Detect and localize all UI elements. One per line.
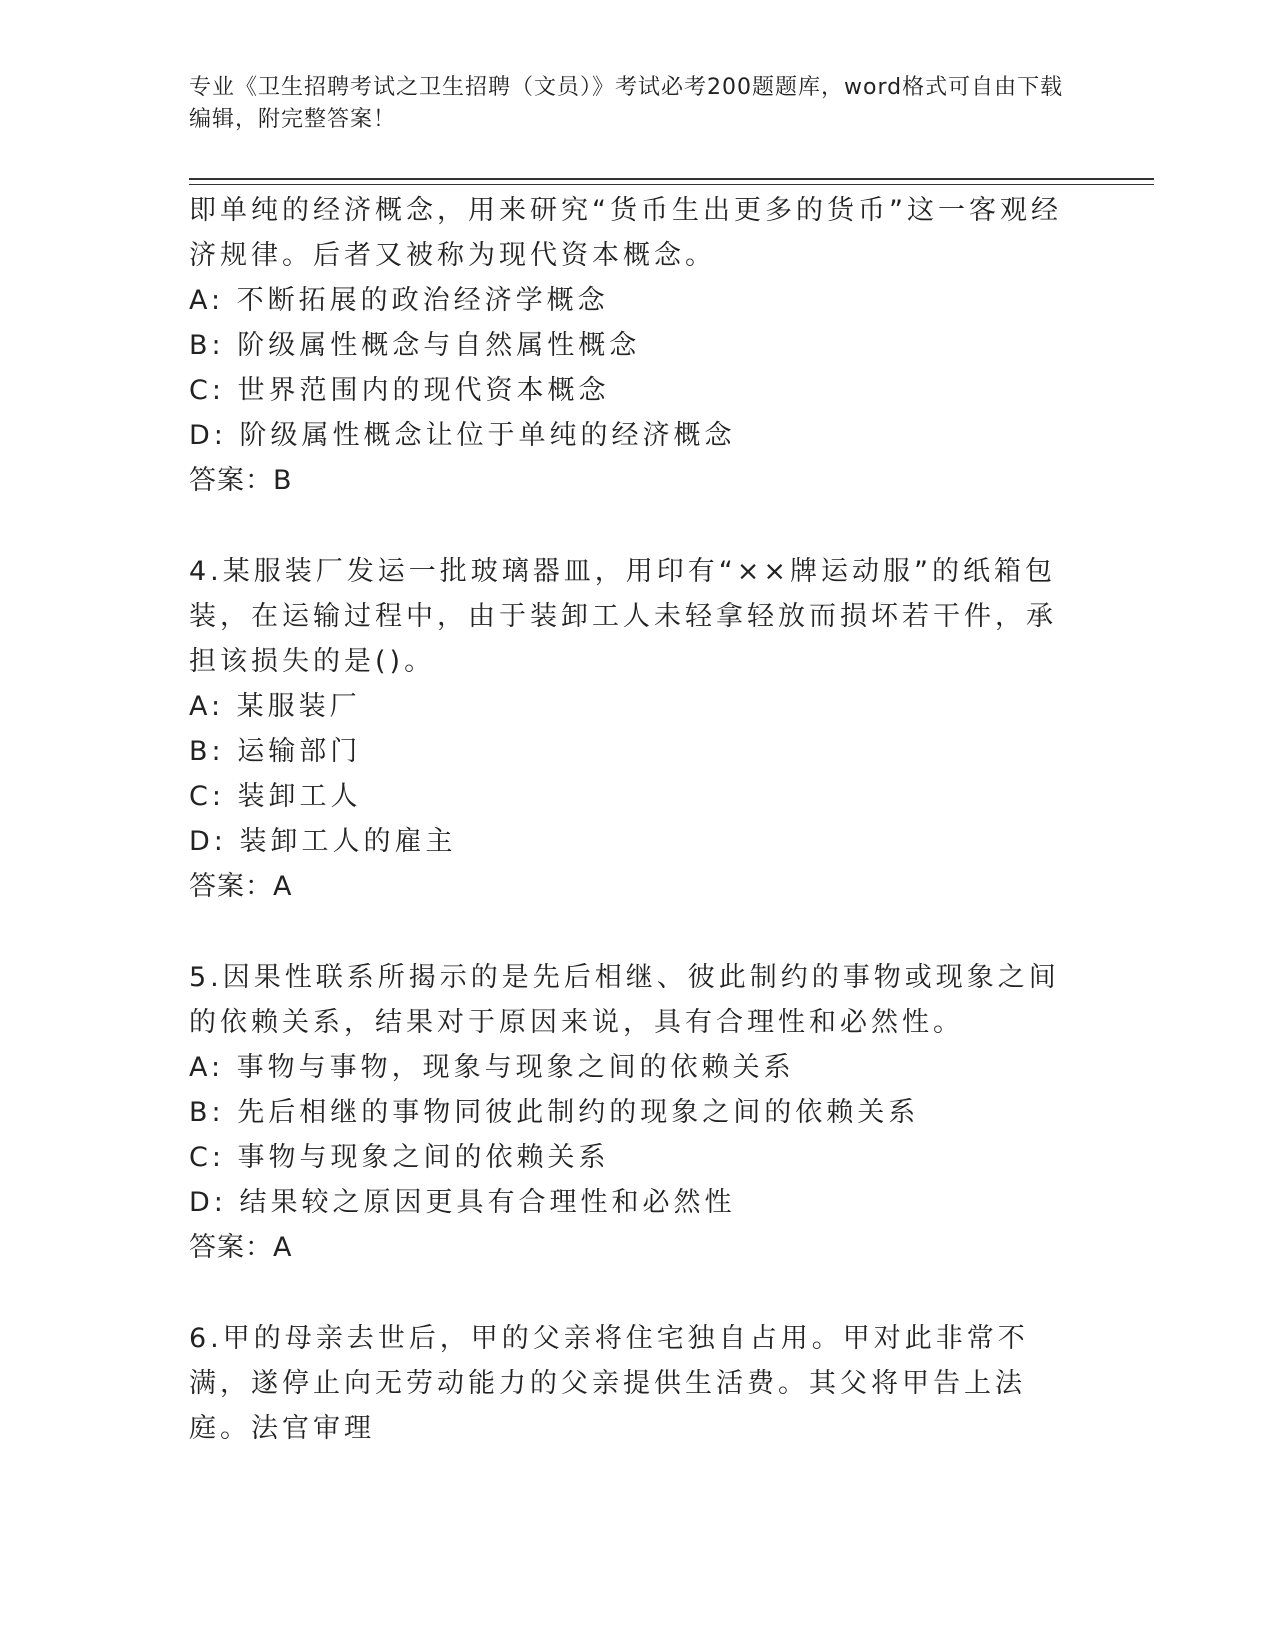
- question-list: [189, 188, 1079, 1451]
- question-stem: 4.某服装厂发运一批玻璃器皿，用印有“××牌运动服”的纸箱包装，在运输过程中，由于装卸工人未轻拿轻放而损坏若干件，承担该损失的是()。: [189, 556, 1057, 677]
- document-header-title: 专业《卫生招聘考试之卫生招聘（文员）》考试必考200题题库，word格式可自由下载编辑，附完整答案！: [189, 75, 1064, 132]
- option-d: D: 结果较之原因更具有合理性和必然性: [189, 1187, 736, 1218]
- header-divider-thick: [189, 178, 1154, 180]
- question-stem: 5.因果性联系所揭示的是先后相继、彼此制约的事物或现象之间的依赖关系，结果对于原因来说，具有合理性和必然性。: [189, 962, 1060, 1038]
- question-block: [189, 188, 1079, 503]
- header-divider-thin: [189, 184, 1154, 185]
- option-b: B: 运输部门: [189, 736, 362, 767]
- option-d: D: 装卸工人的雇主: [189, 826, 457, 857]
- question-block: [189, 1316, 1079, 1451]
- question-stem: 6.甲的母亲去世后，甲的父亲将住宅独自占用。甲对此非常不满，遂停止向无劳动能力的父亲提供生活费。其父将甲告上法庭。法官审理: [189, 1323, 1029, 1444]
- option-b: B: 先后相继的事物同彼此制约的现象之间的依赖关系: [189, 1097, 920, 1128]
- question-block: [189, 955, 1079, 1270]
- option-c: C: 事物与现象之间的依赖关系: [189, 1142, 610, 1173]
- option-a: A: 某服装厂: [189, 691, 361, 722]
- option-c: C: 世界范围内的现代资本概念: [189, 375, 610, 406]
- question-block: [189, 549, 1079, 909]
- answer-line: 答案：A: [189, 871, 293, 902]
- question-stem: 即单纯的经济概念，用来研究“货币生出更多的货币”这一客观经济规律。后者又被称为现代资本概念。: [189, 195, 1062, 271]
- option-d: D: 阶级属性概念让位于单纯的经济概念: [189, 420, 736, 451]
- option-a: A: 事物与事物，现象与现象之间的依赖关系: [189, 1052, 795, 1083]
- option-c: C: 装卸工人: [189, 781, 362, 812]
- answer-line: 答案：B: [189, 465, 293, 496]
- answer-line: 答案：A: [189, 1232, 293, 1263]
- option-a: A: 不断拓展的政治经济学概念: [189, 285, 609, 316]
- option-b: B: 阶级属性概念与自然属性概念: [189, 330, 641, 361]
